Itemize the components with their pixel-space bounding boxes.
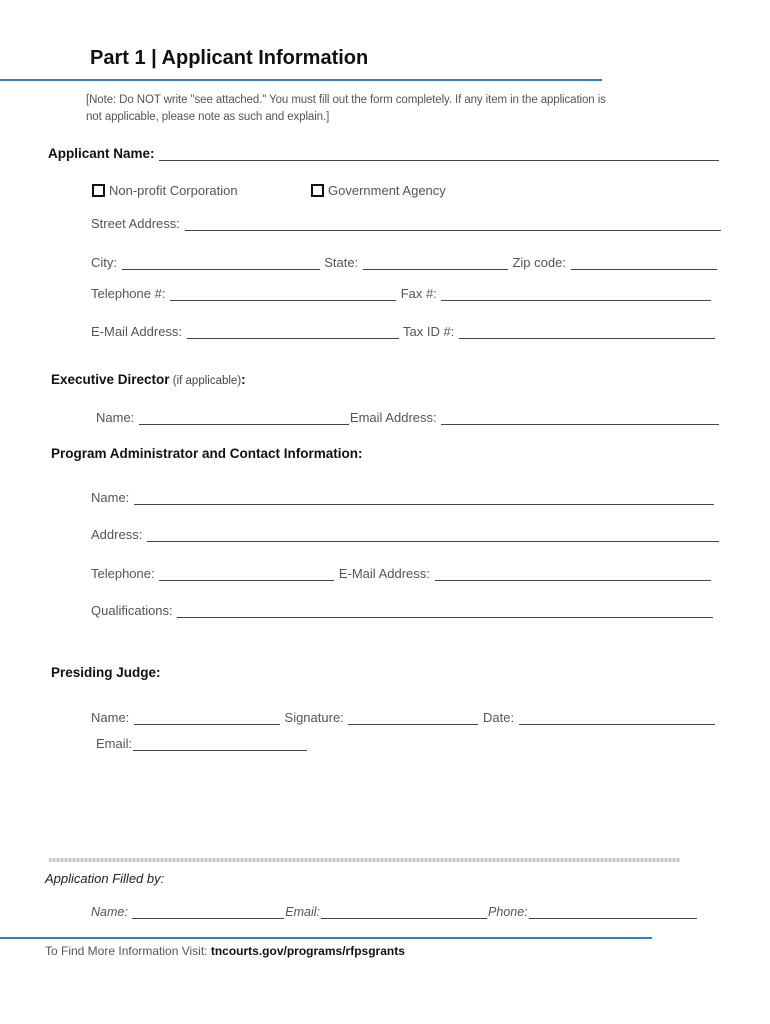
filled-by-phone-label: Phone: xyxy=(488,905,528,919)
program-admin-telephone-field[interactable] xyxy=(159,569,334,581)
program-admin-address-label: Address: xyxy=(91,527,146,542)
presiding-judge-signature-field[interactable] xyxy=(348,713,478,725)
program-admin-qualifications-row xyxy=(91,603,714,618)
presiding-judge-date-label: Date: xyxy=(479,710,518,725)
section-divider xyxy=(49,858,680,862)
nonprofit-checkbox[interactable] xyxy=(92,184,105,197)
note-line-1: [Note: Do NOT write "see attached." You must fill out the form completely. If any item in the application is xyxy=(86,94,606,106)
applicant-name-row xyxy=(48,146,720,161)
street-address-label: Street Address: xyxy=(91,216,184,231)
email-label: E-Mail Address: xyxy=(91,324,186,339)
program-admin-name-label: Name: xyxy=(91,490,133,505)
executive-director-row xyxy=(96,410,720,425)
telephone-field[interactable] xyxy=(170,289,396,301)
page-title: Part 1 | Applicant Information xyxy=(90,47,369,69)
city-field[interactable] xyxy=(122,258,320,270)
telephone-fax-row xyxy=(91,286,712,301)
filled-by-row xyxy=(91,905,698,919)
filled-by-heading: Application Filled by: xyxy=(45,871,165,886)
government-option[interactable] xyxy=(311,183,446,198)
program-admin-email-label: E-Mail Address: xyxy=(335,566,434,581)
city-label: City: xyxy=(91,255,121,270)
program-admin-address-field[interactable] xyxy=(147,530,719,542)
footer-divider xyxy=(0,937,652,939)
filled-by-email-label: Email: xyxy=(285,905,321,919)
street-address-row xyxy=(91,216,722,231)
executive-director-email-field[interactable] xyxy=(441,413,719,425)
presiding-judge-date-field[interactable] xyxy=(519,713,715,725)
nonprofit-option[interactable] xyxy=(92,183,238,198)
presiding-judge-row xyxy=(91,710,716,725)
presiding-judge-heading: Presiding Judge: xyxy=(51,665,161,680)
program-admin-qualifications-label: Qualifications: xyxy=(91,603,177,618)
program-admin-name-row xyxy=(91,490,715,505)
footer xyxy=(45,944,405,958)
fax-field[interactable] xyxy=(441,289,711,301)
nonprofit-label: Non-profit Corporation xyxy=(109,183,238,198)
presiding-judge-email-row xyxy=(96,736,308,751)
program-admin-contact-row xyxy=(91,566,712,581)
executive-director-email-label: Email Address: xyxy=(349,410,441,425)
applicant-name-field[interactable] xyxy=(159,149,719,161)
program-admin-address-row xyxy=(91,527,720,542)
filled-by-phone-field[interactable] xyxy=(529,907,697,919)
fax-label: Fax #: xyxy=(397,286,441,301)
email-field[interactable] xyxy=(187,327,399,339)
program-admin-name-field[interactable] xyxy=(134,493,714,505)
presiding-judge-name-field[interactable] xyxy=(134,713,280,725)
presiding-judge-name-label: Name: xyxy=(91,710,133,725)
applicant-name-label: Applicant Name: xyxy=(48,146,159,161)
presiding-judge-signature-label: Signature: xyxy=(280,710,348,725)
filled-by-name-field[interactable] xyxy=(132,907,284,919)
government-checkbox[interactable] xyxy=(311,184,324,197)
street-address-field[interactable] xyxy=(185,219,721,231)
executive-director-heading xyxy=(51,372,246,387)
state-label: State: xyxy=(320,255,362,270)
executive-director-name-field[interactable] xyxy=(139,413,349,425)
note-line-2: not applicable, please note as such and explain.] xyxy=(86,111,330,123)
executive-director-qualifier: (if applicable) xyxy=(169,375,242,387)
presiding-judge-email-field[interactable] xyxy=(133,739,307,751)
filled-by-email-field[interactable] xyxy=(321,907,487,919)
presiding-judge-email-label: Email: xyxy=(96,736,133,751)
zip-field[interactable] xyxy=(571,258,717,270)
footer-prefix: To Find More Information Visit: xyxy=(45,944,211,958)
filled-by-name-label: Name: xyxy=(91,905,132,919)
program-admin-qualifications-field[interactable] xyxy=(177,606,713,618)
taxid-label: Tax ID #: xyxy=(399,324,458,339)
executive-director-colon: : xyxy=(241,372,246,387)
email-taxid-row xyxy=(91,324,716,339)
program-admin-telephone-label: Telephone: xyxy=(91,566,159,581)
program-admin-heading: Program Administrator and Contact Information: xyxy=(51,446,363,461)
city-state-zip-row xyxy=(91,255,718,270)
executive-director-name-label: Name: xyxy=(96,410,138,425)
footer-link[interactable]: tncourts.gov/programs/rfpsgrants xyxy=(210,944,405,958)
executive-director-title: Executive Director xyxy=(51,372,170,387)
header-divider xyxy=(0,79,602,81)
government-label: Government Agency xyxy=(328,183,446,198)
taxid-field[interactable] xyxy=(459,327,715,339)
telephone-label: Telephone #: xyxy=(91,286,170,301)
zip-label: Zip code: xyxy=(508,255,570,270)
program-admin-email-field[interactable] xyxy=(435,569,711,581)
state-field[interactable] xyxy=(363,258,508,270)
